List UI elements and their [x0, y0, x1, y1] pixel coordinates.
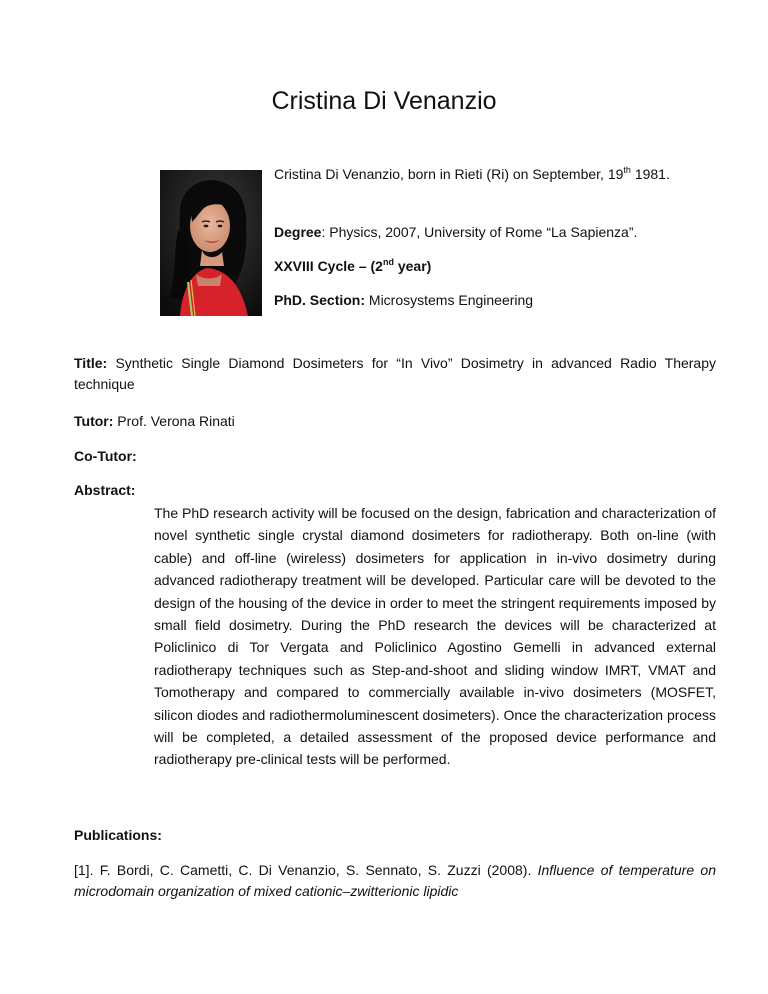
- page-title: Cristina Di Venanzio: [271, 87, 497, 115]
- birth-text: Cristina Di Venanzio, born in Rieti (Ri) on September, 19: [274, 166, 624, 182]
- birth-year: 1981.: [634, 166, 670, 182]
- birth-line: [274, 164, 716, 185]
- cycle-prefix: XXVIII Cycle – (2: [274, 258, 383, 274]
- thesis-title-value: Synthetic Single Diamond Dosimeters for “In Vivo” Dosimetry in advanced Radio Therapy technique: [74, 355, 716, 392]
- degree-label: Degree: [274, 224, 322, 240]
- birth-suffix: th: [623, 165, 631, 175]
- abstract-text: The PhD research activity will be focused on the design, fabrication and characterization of novel synthetic single crystal diamond dosimeters for radiotherapy. Both on-line (with cable) and off-line (wireless) dosimeters for application in in-vivo dosimetry during advanced radiotherapy treatment will be developed. Particular care will be devoted to the design of the housing of the device in order to meet the stringent requirements imposed by small field dosimetry. During the PhD research the devices will be characterized at Policlinico di Tor Vergata and Policlinico Agostino Gemelli in advanced external radiotherapy techniques such as Step-and-shoot and sliding window IMRT, VMAT and Tomotherapy and compared to commercially available in-vivo dosimeters (MOSFET, silicon diodes and radiothermoluminescent dosimeters). Once the characterization process will be completed, a detailed assessment of the proposed device performance and radiotherapy pre-clinical tests will be performed.: [154, 505, 716, 768]
- section-label: PhD. Section:: [274, 292, 366, 308]
- profile-info: [274, 164, 716, 308]
- cycle-line: [274, 256, 716, 277]
- publication-authors: [1]. F. Bordi, C. Cametti, C. Di Venanzio, S. Sennato, S. Zuzzi (2008).: [74, 862, 538, 878]
- thesis-title: [74, 353, 716, 395]
- tutor-line: [74, 411, 716, 432]
- thesis-title-label: Title:: [74, 355, 108, 371]
- section-value: Microsystems Engineering: [365, 292, 534, 308]
- degree-line: [274, 222, 716, 243]
- tutor-value: Prof. Verona Rinati: [113, 413, 235, 429]
- cycle-suffix-sup: nd: [382, 257, 394, 267]
- publications-label: Publications:: [74, 827, 162, 843]
- publication-title: Influence of temperature on microdomain organization of mixed cationic–zwitterionic lipidic: [74, 862, 716, 899]
- publication-item: [74, 860, 716, 902]
- portrait-photo: [160, 170, 262, 316]
- cycle-suffix: year): [393, 258, 432, 274]
- section-line: [274, 290, 716, 311]
- abstract-label: Abstract:: [74, 482, 136, 498]
- cotutor-label: Co-Tutor:: [74, 448, 137, 464]
- degree-value: : Physics, 2007, University of Rome “La Sapienza”.: [321, 224, 638, 240]
- tutor-label: Tutor:: [74, 413, 114, 429]
